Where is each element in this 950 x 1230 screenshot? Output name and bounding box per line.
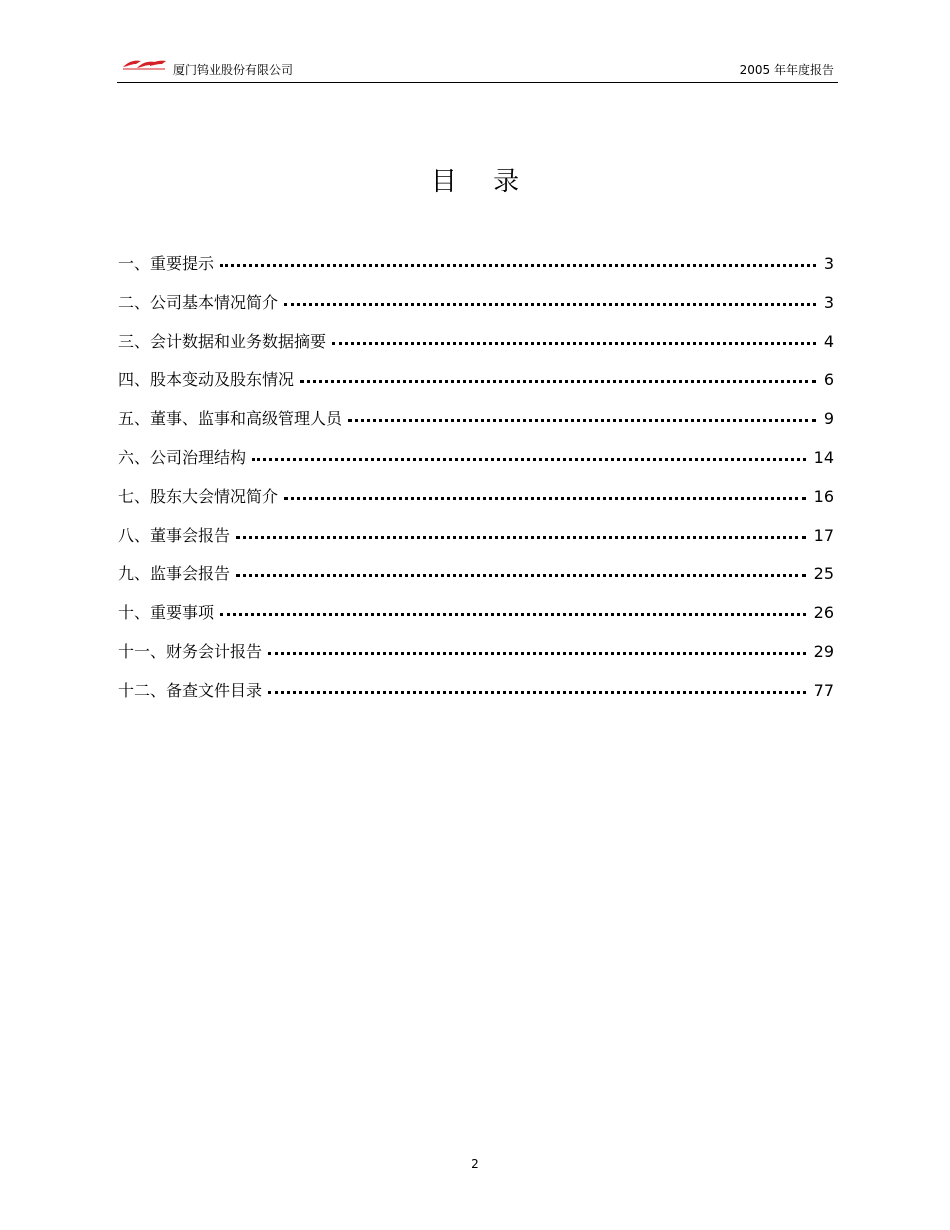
toc-leader-dots <box>300 380 816 383</box>
toc-item-label: 七、股东大会情况简介 <box>118 486 279 506</box>
toc-leader-dots <box>236 574 806 577</box>
toc-item-label: 四、股本变动及股东情况 <box>118 370 295 390</box>
toc-leader-dots <box>220 264 816 267</box>
toc-leader-dots <box>236 536 806 539</box>
toc-item-9[interactable] <box>118 563 834 602</box>
toc-leader-dots <box>220 613 806 616</box>
toc-item-label: 八、董事会报告 <box>118 525 231 545</box>
toc-item-8[interactable] <box>118 525 834 564</box>
toc-item-label: 六、公司治理结构 <box>118 447 247 467</box>
toc-item-label: 一、重要提示 <box>118 254 215 273</box>
toc-heading: 目 录 <box>430 167 534 197</box>
toc-item-label: 十一、财务会计报告 <box>118 641 263 661</box>
toc-item-page: 25 <box>813 564 834 584</box>
toc-item-label: 十二、备查文件目录 <box>118 680 263 700</box>
toc-leader-dots <box>268 652 806 655</box>
toc-leader-dots <box>252 458 806 461</box>
toc-item-page: 14 <box>813 447 834 467</box>
toc-item-6[interactable] <box>118 447 834 486</box>
toc-item-label: 二、公司基本情况简介 <box>118 292 279 312</box>
company-name: 厦门钨业股份有限公司 <box>173 63 294 77</box>
toc-leader-dots <box>268 691 806 694</box>
toc-item-2[interactable] <box>118 292 834 331</box>
toc-item-page: 3 <box>823 254 834 273</box>
toc-item-page: 3 <box>823 292 834 312</box>
toc-leader-dots <box>348 419 816 422</box>
toc-item-label: 五、董事、监事和高级管理人员 <box>118 409 343 429</box>
toc-leader-dots <box>284 497 806 500</box>
toc-item-page: 77 <box>813 680 834 700</box>
toc-leader-dots <box>332 342 816 345</box>
toc-item-page: 6 <box>823 370 834 390</box>
toc-item-5[interactable] <box>118 408 834 447</box>
toc-item-label: 九、监事会报告 <box>118 564 231 584</box>
toc-item-3[interactable] <box>118 331 834 370</box>
toc-item-page: 26 <box>813 603 834 623</box>
toc-item-11[interactable] <box>118 641 834 680</box>
toc-item-page: 16 <box>813 486 834 506</box>
report-title: 2005 年年度报告 <box>739 63 834 77</box>
page-number: 2 <box>471 1157 479 1171</box>
toc-item-7[interactable] <box>118 486 834 525</box>
toc-item-1[interactable] <box>118 253 834 292</box>
toc-item-label: 三、会计数据和业务数据摘要 <box>118 331 327 351</box>
table-of-contents <box>118 253 834 719</box>
toc-item-page: 29 <box>813 641 834 661</box>
toc-leader-dots <box>284 303 816 306</box>
toc-item-10[interactable] <box>118 602 834 641</box>
toc-item-4[interactable] <box>118 369 834 408</box>
company-logo-icon <box>121 58 167 72</box>
toc-item-label: 十、重要事项 <box>118 603 215 623</box>
toc-item-page: 9 <box>823 409 834 429</box>
toc-item-12[interactable] <box>118 680 834 719</box>
toc-item-page: 4 <box>823 331 834 351</box>
toc-item-page: 17 <box>813 525 834 545</box>
page-header <box>117 56 838 83</box>
